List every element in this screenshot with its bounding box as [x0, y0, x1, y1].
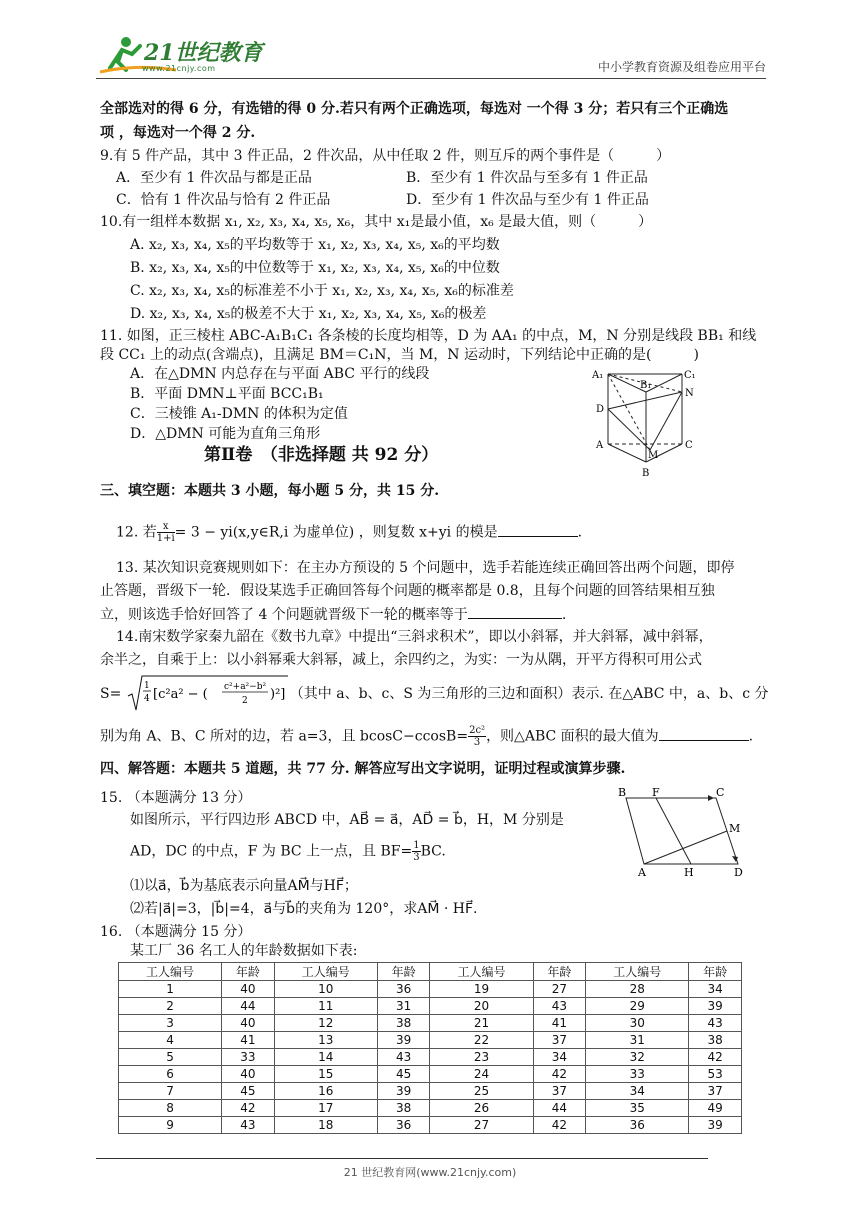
- table-cell: 10: [274, 981, 377, 998]
- table-cell: 9: [119, 1117, 222, 1134]
- table-cell: 5: [119, 1049, 222, 1066]
- table-cell: 16: [274, 1083, 377, 1100]
- logo-wordmark: 21世纪教育: [144, 40, 263, 66]
- table-cell: 30: [586, 1015, 689, 1032]
- table-cell: 41: [533, 1015, 586, 1032]
- svg-text:[c²a² − (: [c²a² − (: [152, 687, 208, 702]
- header-divider: [96, 78, 766, 79]
- q10-option-d: D. x₂, x₃, x₄, x₅的极差不大于 x₁, x₂, x₃, x₄, x₅, x₆的极差: [130, 306, 487, 322]
- fig-label-c: C: [685, 440, 693, 451]
- scoring-line-1: 全部选对的得 6 分，有选错的得 0 分.若只有两个正确选项，每选对 一个得 3 分；若只有三个正确选: [100, 101, 729, 117]
- table-cell: 43: [689, 1015, 742, 1032]
- table-cell: 22: [430, 1032, 533, 1049]
- table-body: [119, 981, 742, 1134]
- q15-frac-num: 1: [413, 840, 420, 851]
- q10-option-c: C. x₂, x₃, x₄, x₅的标准差不小于 x₁, x₂, x₃, x₄, x₅, x₆的标准差: [130, 283, 514, 299]
- table-header: 工人编号: [586, 963, 689, 981]
- q9-option-a: A．至少有 1 件次品与都是正品: [116, 170, 312, 186]
- table-cell: 19: [430, 981, 533, 998]
- fig-label-b: B: [642, 468, 650, 479]
- q13-line-3-text: 立，则该选手恰好回答了 4 个问题就晋级下一轮的概率等于: [100, 607, 468, 623]
- fig15-label-b: B: [618, 786, 627, 799]
- table-cell: 34: [586, 1083, 689, 1100]
- table-cell: 1: [119, 981, 222, 998]
- q11-option-b: B．平面 DMN⊥平面 BCC₁B₁: [130, 386, 324, 402]
- q9-stem: 9.有 5 件产品，其中 3 件正品，2 件次品，从中任取 2 件，则互斥的两个事件是（ ）: [100, 148, 671, 164]
- table-header-row: [119, 963, 742, 981]
- table-row: [119, 1066, 742, 1083]
- q15-line-2: [130, 840, 446, 863]
- table-cell: 15: [274, 1066, 377, 1083]
- table-cell: 2: [119, 998, 222, 1015]
- table-cell: 37: [533, 1032, 586, 1049]
- fig15-label-d: D: [734, 866, 743, 878]
- table-cell: 25: [430, 1083, 533, 1100]
- q12-line: [116, 521, 582, 544]
- table-cell: 8: [119, 1100, 222, 1117]
- footer-divider: [96, 1158, 708, 1159]
- fig-label-a1: A₁: [592, 370, 604, 381]
- table-cell: 17: [274, 1100, 377, 1117]
- part2-title: 第Ⅱ卷 （非选择题 共 92 分）: [204, 445, 439, 465]
- svg-text:4: 4: [143, 694, 150, 704]
- q15-title: 15. （本题满分 13 分）: [100, 790, 252, 806]
- table-cell: 36: [377, 1117, 430, 1134]
- q16-title: 16. （本题满分 15 分）: [100, 924, 252, 940]
- logo-url: www.21cnjy.com: [142, 64, 216, 73]
- q14-dot: .: [748, 728, 754, 745]
- q12-fraction: [157, 521, 175, 544]
- q14-formula-after: （其中 a、b、c、S 为三角形的三边和面积）表示. 在△ABC 中，a、b、c 分: [289, 686, 769, 702]
- q12-rest: = 3 − yi(x,y∈R,i 为虚单位) ，则复数 x+yi 的模是: [174, 524, 498, 541]
- section4-heading: 四、解答题：本题共 5 道题，共 77 分. 解答应写出文字说明，证明过程或演算步骤.: [100, 761, 626, 777]
- table-cell: 36: [377, 981, 430, 998]
- table-row: [119, 1117, 742, 1134]
- q14-line-2: 余半之，自乘于上：以小斜幂乘大斜幂，减上，余四约之，为实：一为从隅，开平方得积可用公式: [100, 652, 702, 668]
- table-cell: 37: [689, 1083, 742, 1100]
- q15-frac-den: 3: [413, 852, 420, 863]
- table-cell: 38: [377, 1100, 430, 1117]
- table-cell: 14: [274, 1049, 377, 1066]
- table-cell: 53: [689, 1066, 742, 1083]
- table-cell: 42: [689, 1049, 742, 1066]
- table-cell: 7: [119, 1083, 222, 1100]
- q14-answer-blank[interactable]: [659, 726, 749, 741]
- q13-end: .: [561, 607, 567, 623]
- q16-intro: 某工厂 36 名工人的年龄数据如下表:: [130, 943, 358, 959]
- q15-line-1: 如图所示，平行四边形 ABCD 中，AB⃗ = a⃗，AD⃗ = b⃗，H，M 分别是: [130, 812, 564, 828]
- q9-option-d: D．至少有 1 件次品与至少有 1 件正品: [406, 192, 649, 208]
- q12-prefix: 12. 若: [116, 524, 157, 541]
- table-cell: 27: [430, 1117, 533, 1134]
- fig15-label-a: A: [638, 866, 646, 878]
- table-cell: 29: [586, 998, 689, 1015]
- table-cell: 24: [430, 1066, 533, 1083]
- q15-fraction: [412, 840, 420, 863]
- table-cell: 40: [222, 1015, 275, 1032]
- table-cell: 26: [430, 1100, 533, 1117]
- table-cell: 4: [119, 1032, 222, 1049]
- fig-label-c1: C₁: [684, 370, 696, 381]
- table-cell: 18: [274, 1117, 377, 1134]
- table-cell: 11: [274, 998, 377, 1015]
- table-cell: 38: [689, 1032, 742, 1049]
- table-cell: 20: [430, 998, 533, 1015]
- fig-label-d: D: [596, 404, 605, 415]
- svg-text:)²]: )²]: [269, 687, 286, 702]
- table-cell: 21: [430, 1015, 533, 1032]
- table-cell: 34: [689, 981, 742, 998]
- table-cell: 44: [222, 998, 275, 1015]
- fig-label-b1: B₁: [640, 380, 652, 391]
- table-cell: 41: [222, 1032, 275, 1049]
- q13-line-3: [100, 604, 566, 625]
- table-row: [119, 1083, 742, 1100]
- q14-line-1: 14.南宋数学家秦九韶在《数书九章》中提出“三斜求积术”，即以小斜幂，并大斜幂，减中斜幂，: [116, 629, 713, 645]
- table-header: 年龄: [533, 963, 586, 981]
- q13-line-1: 13. 某次知识竞赛规则如下：在主办方预设的 5 个问题中，选手若能连续正确回答出两个问题，即停: [116, 560, 735, 576]
- q9-option-b: B．至少有 1 件次品与至多有 1 件正品: [406, 170, 648, 186]
- table-cell: 28: [586, 981, 689, 998]
- fig15-label-f: F: [652, 786, 660, 799]
- fig15-label-m: M: [729, 822, 741, 835]
- q14-line-4: [100, 725, 753, 748]
- q11-option-c: C．三棱锥 A₁-DMN 的体积为定值: [130, 406, 348, 422]
- footer-text: 21 世纪教育网(www.21cnjy.com): [343, 1166, 517, 1179]
- table-cell: 3: [119, 1015, 222, 1032]
- q10-option-b: B. x₂, x₃, x₄, x₅的中位数等于 x₁, x₂, x₃, x₄, x₅, x₆的中位数: [130, 260, 500, 276]
- q12-frac-den: 1+i: [156, 533, 175, 544]
- q10-stem: 10.有一组样本数据 x₁, x₂, x₃, x₄, x₅, x₆，其中 x₁是最小值，x₆ 是最大值，则（ ）: [100, 214, 653, 230]
- table-cell: 39: [377, 1083, 430, 1100]
- table-row: [119, 1049, 742, 1066]
- table-header: 工人编号: [430, 963, 533, 981]
- table-cell: 31: [586, 1032, 689, 1049]
- fig15-label-h: H: [684, 866, 694, 878]
- q14-formula-lead: S=: [100, 686, 122, 702]
- table-cell: 6: [119, 1066, 222, 1083]
- table-cell: 27: [533, 981, 586, 998]
- q9-option-c: C．恰有 1 件次品与恰有 2 件正品: [116, 192, 331, 208]
- table-cell: 39: [377, 1032, 430, 1049]
- table-cell: 43: [533, 998, 586, 1015]
- table-cell: 42: [222, 1100, 275, 1117]
- fig15-label-c: C: [716, 786, 725, 799]
- svg-text:2: 2: [241, 696, 248, 706]
- sanxie-formula: [126, 674, 290, 714]
- q15-part-2: ⑵若|a⃗|=3，|b⃗|=4，a⃗与b⃗的夹角为 120°，求AM⃗ · HF⃗.: [130, 901, 478, 917]
- table-cell: 12: [274, 1015, 377, 1032]
- q15-line-2a: AD，DC 的中点，F 为 BC 上一点，且 BF=: [130, 843, 413, 860]
- table-cell: 39: [689, 1117, 742, 1134]
- table-header: 年龄: [377, 963, 430, 981]
- q15-line-2b: BC.: [420, 843, 446, 860]
- q13-line-2: 止答题，晋级下一轮．假设某选手正确回答每个问题的概率都是 0.8，且每个问题的回答结果相互独: [100, 583, 715, 599]
- table-cell: 42: [533, 1117, 586, 1134]
- table-header: 工人编号: [119, 963, 222, 981]
- q11-option-a: A．在△DMN 内总存在与平面 ABC 平行的线段: [130, 366, 430, 382]
- section3-heading: 三、填空题：本题共 3 小题，每小题 5 分，共 15 分.: [100, 483, 440, 499]
- q14-fraction: [468, 725, 486, 748]
- table-cell: 40: [222, 981, 275, 998]
- table-row: [119, 981, 742, 998]
- q14-frac-num: 2c²: [469, 725, 486, 736]
- svg-text:c²+a²−b²: c²+a²−b²: [223, 682, 266, 692]
- q11-option-d: D．△DMN 可能为直角三角形: [130, 426, 321, 442]
- prism-figure: [588, 362, 708, 480]
- q12-end: .: [577, 524, 583, 541]
- q14-line-4-text: 别为角 A、B、C 所对的边，若 a=3，且 bcosC−ccosB=: [100, 728, 469, 745]
- table-row: [119, 1100, 742, 1117]
- q10-option-a: A. x₂, x₃, x₄, x₅的平均数等于 x₁, x₂, x₃, x₄, x₅, x₆的平均数: [130, 237, 500, 253]
- q12-answer-blank[interactable]: [498, 522, 578, 537]
- table-cell: 31: [377, 998, 430, 1015]
- q11-stem-2: 段 CC₁ 上的动点(含端点)，且满足 BM＝C₁N，当 M，N 运动时，下列结论中正确的是( ): [100, 347, 699, 363]
- table-cell: 43: [222, 1117, 275, 1134]
- scoring-line-2: 项 ，每选对一个得 2 分.: [100, 125, 256, 141]
- parallelogram-figure: [612, 786, 748, 878]
- table-cell: 42: [533, 1066, 586, 1083]
- table-row: [119, 1032, 742, 1049]
- table-cell: 33: [222, 1049, 275, 1066]
- q14-line-4-end: ，则△ABC 面积的最大值为: [486, 728, 659, 745]
- table-cell: 23: [430, 1049, 533, 1066]
- table-cell: 33: [586, 1066, 689, 1083]
- table-cell: 36: [586, 1117, 689, 1134]
- table-header: 工人编号: [274, 963, 377, 981]
- table-cell: 44: [533, 1100, 586, 1117]
- q14-formula-line: [100, 674, 769, 714]
- page-header: [96, 34, 766, 78]
- fig-label-m: M: [648, 450, 659, 461]
- table-row: [119, 998, 742, 1015]
- q12-frac-num: x: [157, 521, 175, 533]
- table-cell: 40: [222, 1066, 275, 1083]
- q14-frac-den: 3: [473, 737, 481, 748]
- worker-age-table: [118, 962, 742, 1134]
- table-cell: 39: [689, 998, 742, 1015]
- table-row: [119, 1015, 742, 1032]
- table-cell: 35: [586, 1100, 689, 1117]
- table-header: 年龄: [222, 963, 275, 981]
- table-cell: 37: [533, 1083, 586, 1100]
- svg-text:1: 1: [143, 681, 150, 691]
- table-cell: 32: [586, 1049, 689, 1066]
- platform-name: 中小学教育资源及组卷应用平台: [597, 60, 766, 74]
- q13-answer-blank[interactable]: [468, 604, 562, 619]
- table-header: 年龄: [689, 963, 742, 981]
- fig-label-n: N: [685, 388, 694, 399]
- table-cell: 43: [377, 1049, 430, 1066]
- table-cell: 49: [689, 1100, 742, 1117]
- q15-part-1: ⑴以a⃗，b⃗为基底表示向量AM⃗与HF⃗；: [130, 878, 358, 894]
- q11-stem-1: 11. 如图，正三棱柱 ABC-A₁B₁C₁ 各条棱的长度均相等，D 为 AA₁ 的中点，M，N 分别是线段 BB₁ 和线: [100, 328, 757, 344]
- fig-label-a: A: [596, 440, 604, 451]
- table-cell: 45: [222, 1083, 275, 1100]
- table-cell: 34: [533, 1049, 586, 1066]
- table-cell: 38: [377, 1015, 430, 1032]
- table-cell: 13: [274, 1032, 377, 1049]
- table-cell: 45: [377, 1066, 430, 1083]
